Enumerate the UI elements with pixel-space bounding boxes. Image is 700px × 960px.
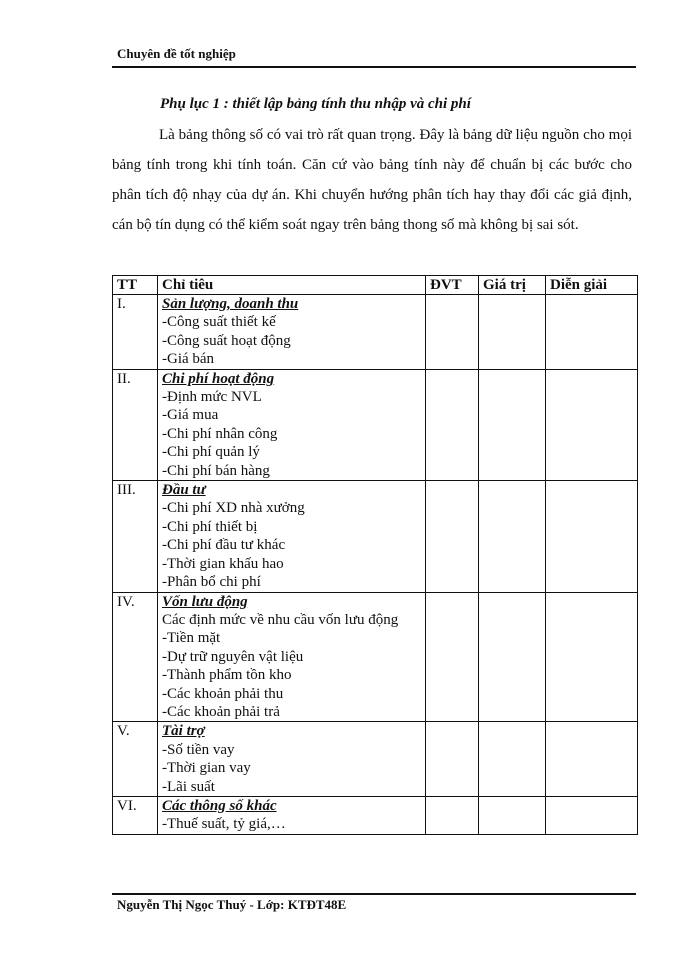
list-item: -Thuế suất, tỷ giá,… <box>162 816 286 833</box>
note-cell <box>546 796 638 834</box>
list-item: -Chi phí thiết bị <box>162 518 258 535</box>
section-title: Tài trợ <box>162 723 205 740</box>
section-items-cell <box>158 722 426 797</box>
list-item: -Thời gian khấu hao <box>162 555 284 572</box>
table-row <box>113 295 638 370</box>
header-divider <box>112 66 636 68</box>
intro-paragraph: Là bảng thông số có vai trò rất quan trọng. Đây là bảng dữ liệu nguồn cho mọi bảng tính trong khi tính toán. Căn cứ vào bảng tính này để chuẩn bị các bước cho phân tích độ nhạy của dự án. Khi chuyển hướng phân tích hay thay đổi các giả định, cán bộ tín dụng có thể kiểm soát ngay trên bảng thong số mà không bị sai sót. <box>112 127 632 233</box>
list-item: Các định mức về nhu cầu vốn lưu động <box>162 611 399 628</box>
note-cell <box>546 592 638 722</box>
footer-text: Nguyễn Thị Ngọc Thuý - Lớp: KTĐT48E <box>117 897 347 912</box>
table-row <box>113 796 638 834</box>
appendix-title: Phụ lục 1 : thiết lập bảng tính thu nhập và chi phí <box>160 96 471 112</box>
table-row <box>113 592 638 722</box>
section-number: V. <box>113 722 158 797</box>
list-item: -Các khoản phải thu <box>162 685 284 702</box>
list-item: -Chi phí bán hàng <box>162 462 270 479</box>
section-number: IV. <box>113 592 158 722</box>
unit-cell <box>426 592 479 722</box>
header-item: Chỉ tiêu <box>158 276 426 295</box>
list-item: -Lãi suất <box>162 778 215 795</box>
section-title: Sản lượng, doanh thu <box>162 296 299 312</box>
section-items-cell <box>158 796 426 834</box>
list-item: -Số tiền vay <box>162 741 235 758</box>
section-items-cell <box>158 369 426 480</box>
note-cell <box>546 481 638 592</box>
section-number: I. <box>113 295 158 370</box>
list-item: -Tiền mặt <box>162 630 221 647</box>
list-item: -Chi phí XD nhà xưởng <box>162 500 305 517</box>
parameter-table <box>112 275 638 835</box>
header-value: Giá trị <box>479 276 546 295</box>
table-row <box>113 722 638 797</box>
section-title: Chi phí hoạt động <box>162 370 275 387</box>
header-note: Diễn giải <box>546 276 638 295</box>
value-cell <box>479 295 546 370</box>
note-cell <box>546 369 638 480</box>
table-header-row <box>113 276 638 295</box>
list-item: -Công suất hoạt động <box>162 332 291 349</box>
list-item: -Chi phí quản lý <box>162 444 260 461</box>
section-title: Các thông số khác <box>162 797 277 814</box>
list-item: -Giá mua <box>162 407 219 424</box>
list-item: -Định mức NVL <box>162 389 262 406</box>
value-cell <box>479 481 546 592</box>
section-title: Đầu tư <box>162 482 206 499</box>
list-item: -Dự trữ nguyên vật liệu <box>162 648 304 665</box>
unit-cell <box>426 722 479 797</box>
value-cell <box>479 796 546 834</box>
section-number: VI. <box>113 796 158 834</box>
list-item: -Công suất thiết kế <box>162 314 276 331</box>
header-unit: ĐVT <box>426 276 479 295</box>
section-items-cell <box>158 481 426 592</box>
value-cell <box>479 369 546 480</box>
section-number: III. <box>113 481 158 592</box>
section-items-cell <box>158 592 426 722</box>
footer-divider <box>112 893 636 895</box>
table-row <box>113 369 638 480</box>
section-number: II. <box>113 369 158 480</box>
list-item: -Các khoản phải trả <box>162 703 280 720</box>
unit-cell <box>426 796 479 834</box>
list-item: -Giá bán <box>162 351 215 368</box>
header-tt: TT <box>113 276 158 295</box>
note-cell <box>546 295 638 370</box>
table-body <box>113 295 638 835</box>
unit-cell <box>426 295 479 370</box>
section-items-cell <box>158 295 426 370</box>
value-cell <box>479 592 546 722</box>
unit-cell <box>426 369 479 480</box>
list-item: -Thành phẩm tồn kho <box>162 667 292 684</box>
list-item: -Chi phí đầu tư khác <box>162 537 286 554</box>
header-title: Chuyên đề tốt nghiệp <box>117 46 236 61</box>
value-cell <box>479 722 546 797</box>
table-row <box>113 481 638 592</box>
list-item: -Thời gian vay <box>162 760 251 777</box>
list-item: -Phân bổ chi phí <box>162 574 261 591</box>
list-item: -Chi phí nhân công <box>162 425 278 442</box>
note-cell <box>546 722 638 797</box>
section-title: Vốn lưu động <box>162 593 248 610</box>
unit-cell <box>426 481 479 592</box>
